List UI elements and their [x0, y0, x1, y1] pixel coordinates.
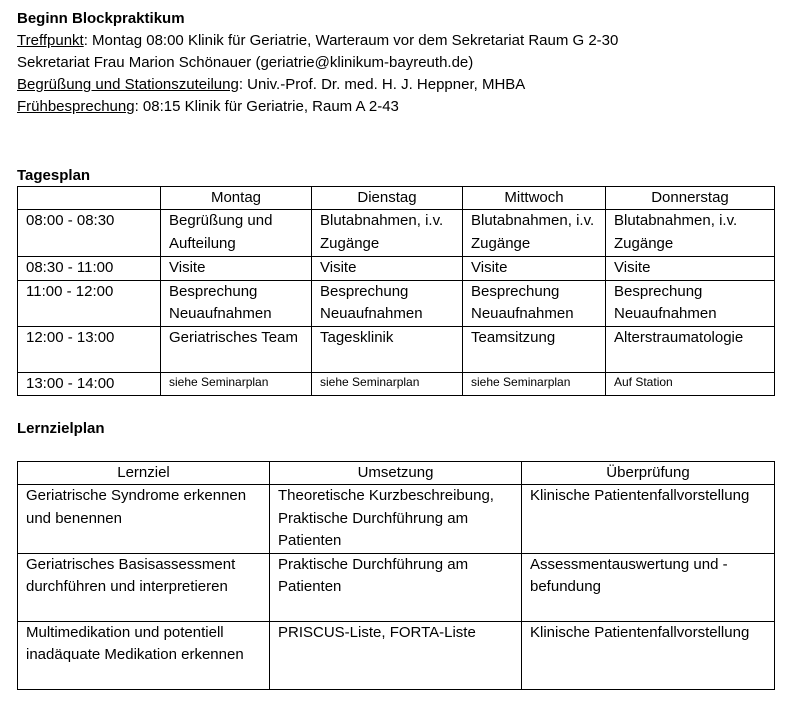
secretariat-line — [17, 52, 777, 74]
secretariat-text: Sekretariat Frau Marion Schönauer (geriatrie@klinikum-bayreuth.de) — [17, 54, 474, 71]
tagesplan-row — [18, 257, 775, 281]
lernzielplan-table — [17, 461, 775, 690]
tagesplan-header-dienstag: Dienstag — [312, 187, 463, 210]
lernziel-cell: Geriatrisches Basisassessment durchführen und interpretieren — [18, 553, 270, 621]
time-cell: 11:00 - 12:00 — [18, 280, 161, 326]
ueberpruefung-cell: Klinische Patientenfallvorstellung — [522, 621, 775, 689]
lernziel-cell: Multimedikation und potentiell inadäquate Medikation erkennen — [18, 621, 270, 689]
schedule-cell: Besprechung Neuaufnahmen — [606, 280, 775, 326]
schedule-cell: siehe Seminarplan — [161, 372, 312, 396]
schedule-cell: Geriatrisches Team — [161, 326, 312, 372]
greeting-label: Begrüßung und Stationszuteilung — [17, 76, 239, 93]
greeting-line — [17, 74, 777, 96]
meeting-point-line — [17, 30, 777, 52]
meeting-point-text: : Montag 08:00 Klinik für Geriatrie, Warteraum vor dem Sekretariat Raum G 2-30 — [83, 32, 619, 49]
lernzielplan-header-row — [18, 462, 775, 485]
lernzielplan-header-lernziel: Lernziel — [18, 462, 270, 485]
tagesplan-row — [18, 372, 775, 396]
schedule-cell: Visite — [312, 257, 463, 281]
schedule-cell: Blutabnahmen, i.v. Zugänge — [312, 210, 463, 257]
tagesplan-header-row — [18, 187, 775, 210]
umsetzung-cell: Praktische Durchführung am Patienten — [270, 553, 522, 621]
time-cell: 12:00 - 13:00 — [18, 326, 161, 372]
tagesplan-row — [18, 326, 775, 372]
schedule-cell: siehe Seminarplan — [312, 372, 463, 396]
tagesplan-header-empty — [18, 187, 161, 210]
lernzielplan-row — [18, 485, 775, 554]
lernzielplan-header-umsetzung: Umsetzung — [270, 462, 522, 485]
schedule-cell: Alterstraumatologie — [606, 326, 775, 372]
lernzielplan-row — [18, 553, 775, 621]
morning-meeting-text: : 08:15 Klinik für Geriatrie, Raum A 2-43 — [134, 98, 399, 115]
tagesplan-title: Tagesplan — [17, 167, 91, 184]
umsetzung-cell: Theoretische Kurzbeschreibung, Praktische Durchführung am Patienten — [270, 485, 522, 554]
document-title: Beginn Blockpraktikum — [17, 10, 185, 27]
schedule-cell: Besprechung Neuaufnahmen — [312, 280, 463, 326]
time-cell: 13:00 - 14:00 — [18, 372, 161, 396]
schedule-cell: Visite — [161, 257, 312, 281]
lernzielplan-header-ueberpruefung: Überprüfung — [522, 462, 775, 485]
morning-meeting-label: Frühbesprechung — [17, 98, 135, 115]
time-cell: 08:30 - 11:00 — [18, 257, 161, 281]
tagesplan-header-montag: Montag — [161, 187, 312, 210]
meeting-point-label: Treffpunkt — [17, 32, 84, 49]
schedule-cell: Teamsitzung — [463, 326, 606, 372]
tagesplan-table — [17, 186, 775, 396]
lernziel-cell: Geriatrische Syndrome erkennen und benennen — [18, 485, 270, 554]
schedule-cell: Besprechung Neuaufnahmen — [161, 280, 312, 326]
tagesplan-row — [18, 280, 775, 326]
umsetzung-cell: PRISCUS-Liste, FORTA-Liste — [270, 621, 522, 689]
schedule-cell: Begrüßung und Aufteilung — [161, 210, 312, 257]
ueberpruefung-cell: Assessmentauswertung und -befundung — [522, 553, 775, 621]
schedule-cell: Blutabnahmen, i.v. Zugänge — [463, 210, 606, 257]
tagesplan-row — [18, 210, 775, 257]
schedule-cell: Blutabnahmen, i.v. Zugänge — [606, 210, 775, 257]
ueberpruefung-cell: Klinische Patientenfallvorstellung — [522, 485, 775, 554]
schedule-cell: Auf Station — [606, 372, 775, 396]
lernzielplan-row — [18, 621, 775, 689]
header-block — [17, 8, 777, 118]
schedule-cell: Visite — [606, 257, 775, 281]
schedule-cell: siehe Seminarplan — [463, 372, 606, 396]
tagesplan-header-mittwoch: Mittwoch — [463, 187, 606, 210]
lernzielplan-title: Lernzielplan — [17, 420, 105, 437]
schedule-cell: Tagesklinik — [312, 326, 463, 372]
morning-meeting-line — [17, 96, 777, 118]
greeting-text: : Univ.-Prof. Dr. med. H. J. Heppner, MHBA — [238, 76, 526, 93]
tagesplan-header-donnerstag: Donnerstag — [606, 187, 775, 210]
schedule-cell: Besprechung Neuaufnahmen — [463, 280, 606, 326]
time-cell: 08:00 - 08:30 — [18, 210, 161, 257]
schedule-cell: Visite — [463, 257, 606, 281]
